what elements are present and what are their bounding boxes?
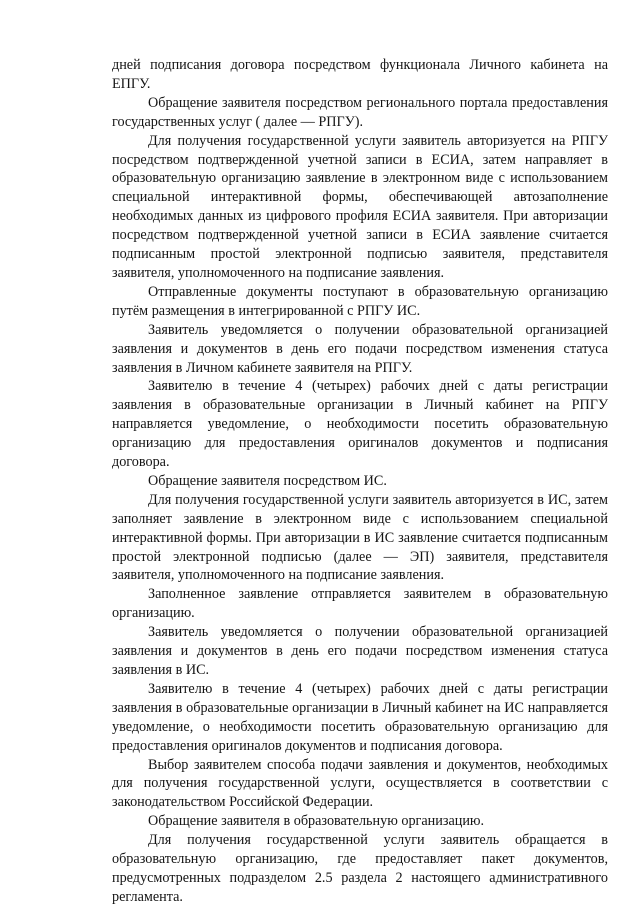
paragraph-is-deadline: Заявителю в течение 4 (четырех) рабочих дней с даты регистрации заявления в образовательные организации в Личный кабинет на ИС направляется уведомление, о необходимости посетить образовательную организацию для предоставления оригиналов документов и подписания договора.: [112, 680, 608, 754]
paragraph-rpgu-authorization: Для получения государственной услуги заявитель авторизуется на РПГУ посредством подтвержденной учетной записи в ЕСИА, затем направляет в образовательную организацию заявление в электронном виде с использованием специальной интерактивной формы, обеспечивающей автозаполнение необходимых данных из цифрового профиля ЕСИА заявителя. При авторизации посредством подтвержденной учетной записи в ЕСИА заявление считается подписанным простой электронной подписью заявителя, представителя заявителя, уполномоченного на подписание заявления.: [112, 132, 608, 281]
paragraph-is-heading: Обращение заявителя посредством ИС.: [148, 472, 387, 489]
paragraph-rpgu-deadline: Заявителю в течение 4 (четырех) рабочих дней с даты регистрации заявления в образовательные организации в Личный кабинет на РПГУ направляется уведомление, о необходимости посетить образовательную организацию для предоставления оригиналов документов и подписания договора.: [112, 378, 608, 471]
document-body: [112, 56, 608, 907]
paragraph-org-application: Для получения государственной услуги заявитель обращается в образовательную организацию, где предоставляет пакет документов, предусмотренных подразделом 2.5 раздела 2 настоящего административного регламента.: [112, 832, 608, 905]
paragraph-rpgu-documents: Отправленные документы поступают в образовательную организацию путём размещения в интегрированной с РПГУ ИС.: [112, 283, 608, 319]
paragraph-continuation: дней подписания договора посредством функционала Личного кабинета на ЕПГУ.: [112, 57, 608, 92]
paragraph-rpgu-heading: Обращение заявителя посредством регионального портала предоставления государственных услуг ( далее — РПГУ).: [112, 94, 608, 130]
paragraph-is-submission: Заполненное заявление отправляется заявителем в образовательную организацию.: [112, 586, 608, 622]
paragraph-rpgu-notification: Заявитель уведомляется о получении образовательной организацией заявления и документов в день его подачи посредством изменения статуса заявления в Личном кабинете заявителя на РПГУ.: [112, 321, 608, 376]
paragraph-is-notification: Заявитель уведомляется о получении образовательной организацией заявления и документов в день его подачи посредством изменения статуса заявления в ИС.: [112, 624, 608, 678]
paragraph-is-authorization: Для получения государственной услуги заявитель авторизуется в ИС, затем заполняет заявление в электронном виде с использованием специальной интерактивной формы. При авторизации в ИС заявление считается подписанным простой электронной подписью (далее — ЭП) заявителя, представителя заявителя, уполномоченного на подписание заявления.: [112, 491, 608, 584]
paragraph-org-heading: Обращение заявителя в образовательную организацию.: [148, 813, 485, 830]
paragraph-method-choice: Выбор заявителем способа подачи заявления и документов, необходимых для получения государственной услуги, осуществляется в соответствии с законодательством Российской Федерации.: [112, 756, 608, 811]
